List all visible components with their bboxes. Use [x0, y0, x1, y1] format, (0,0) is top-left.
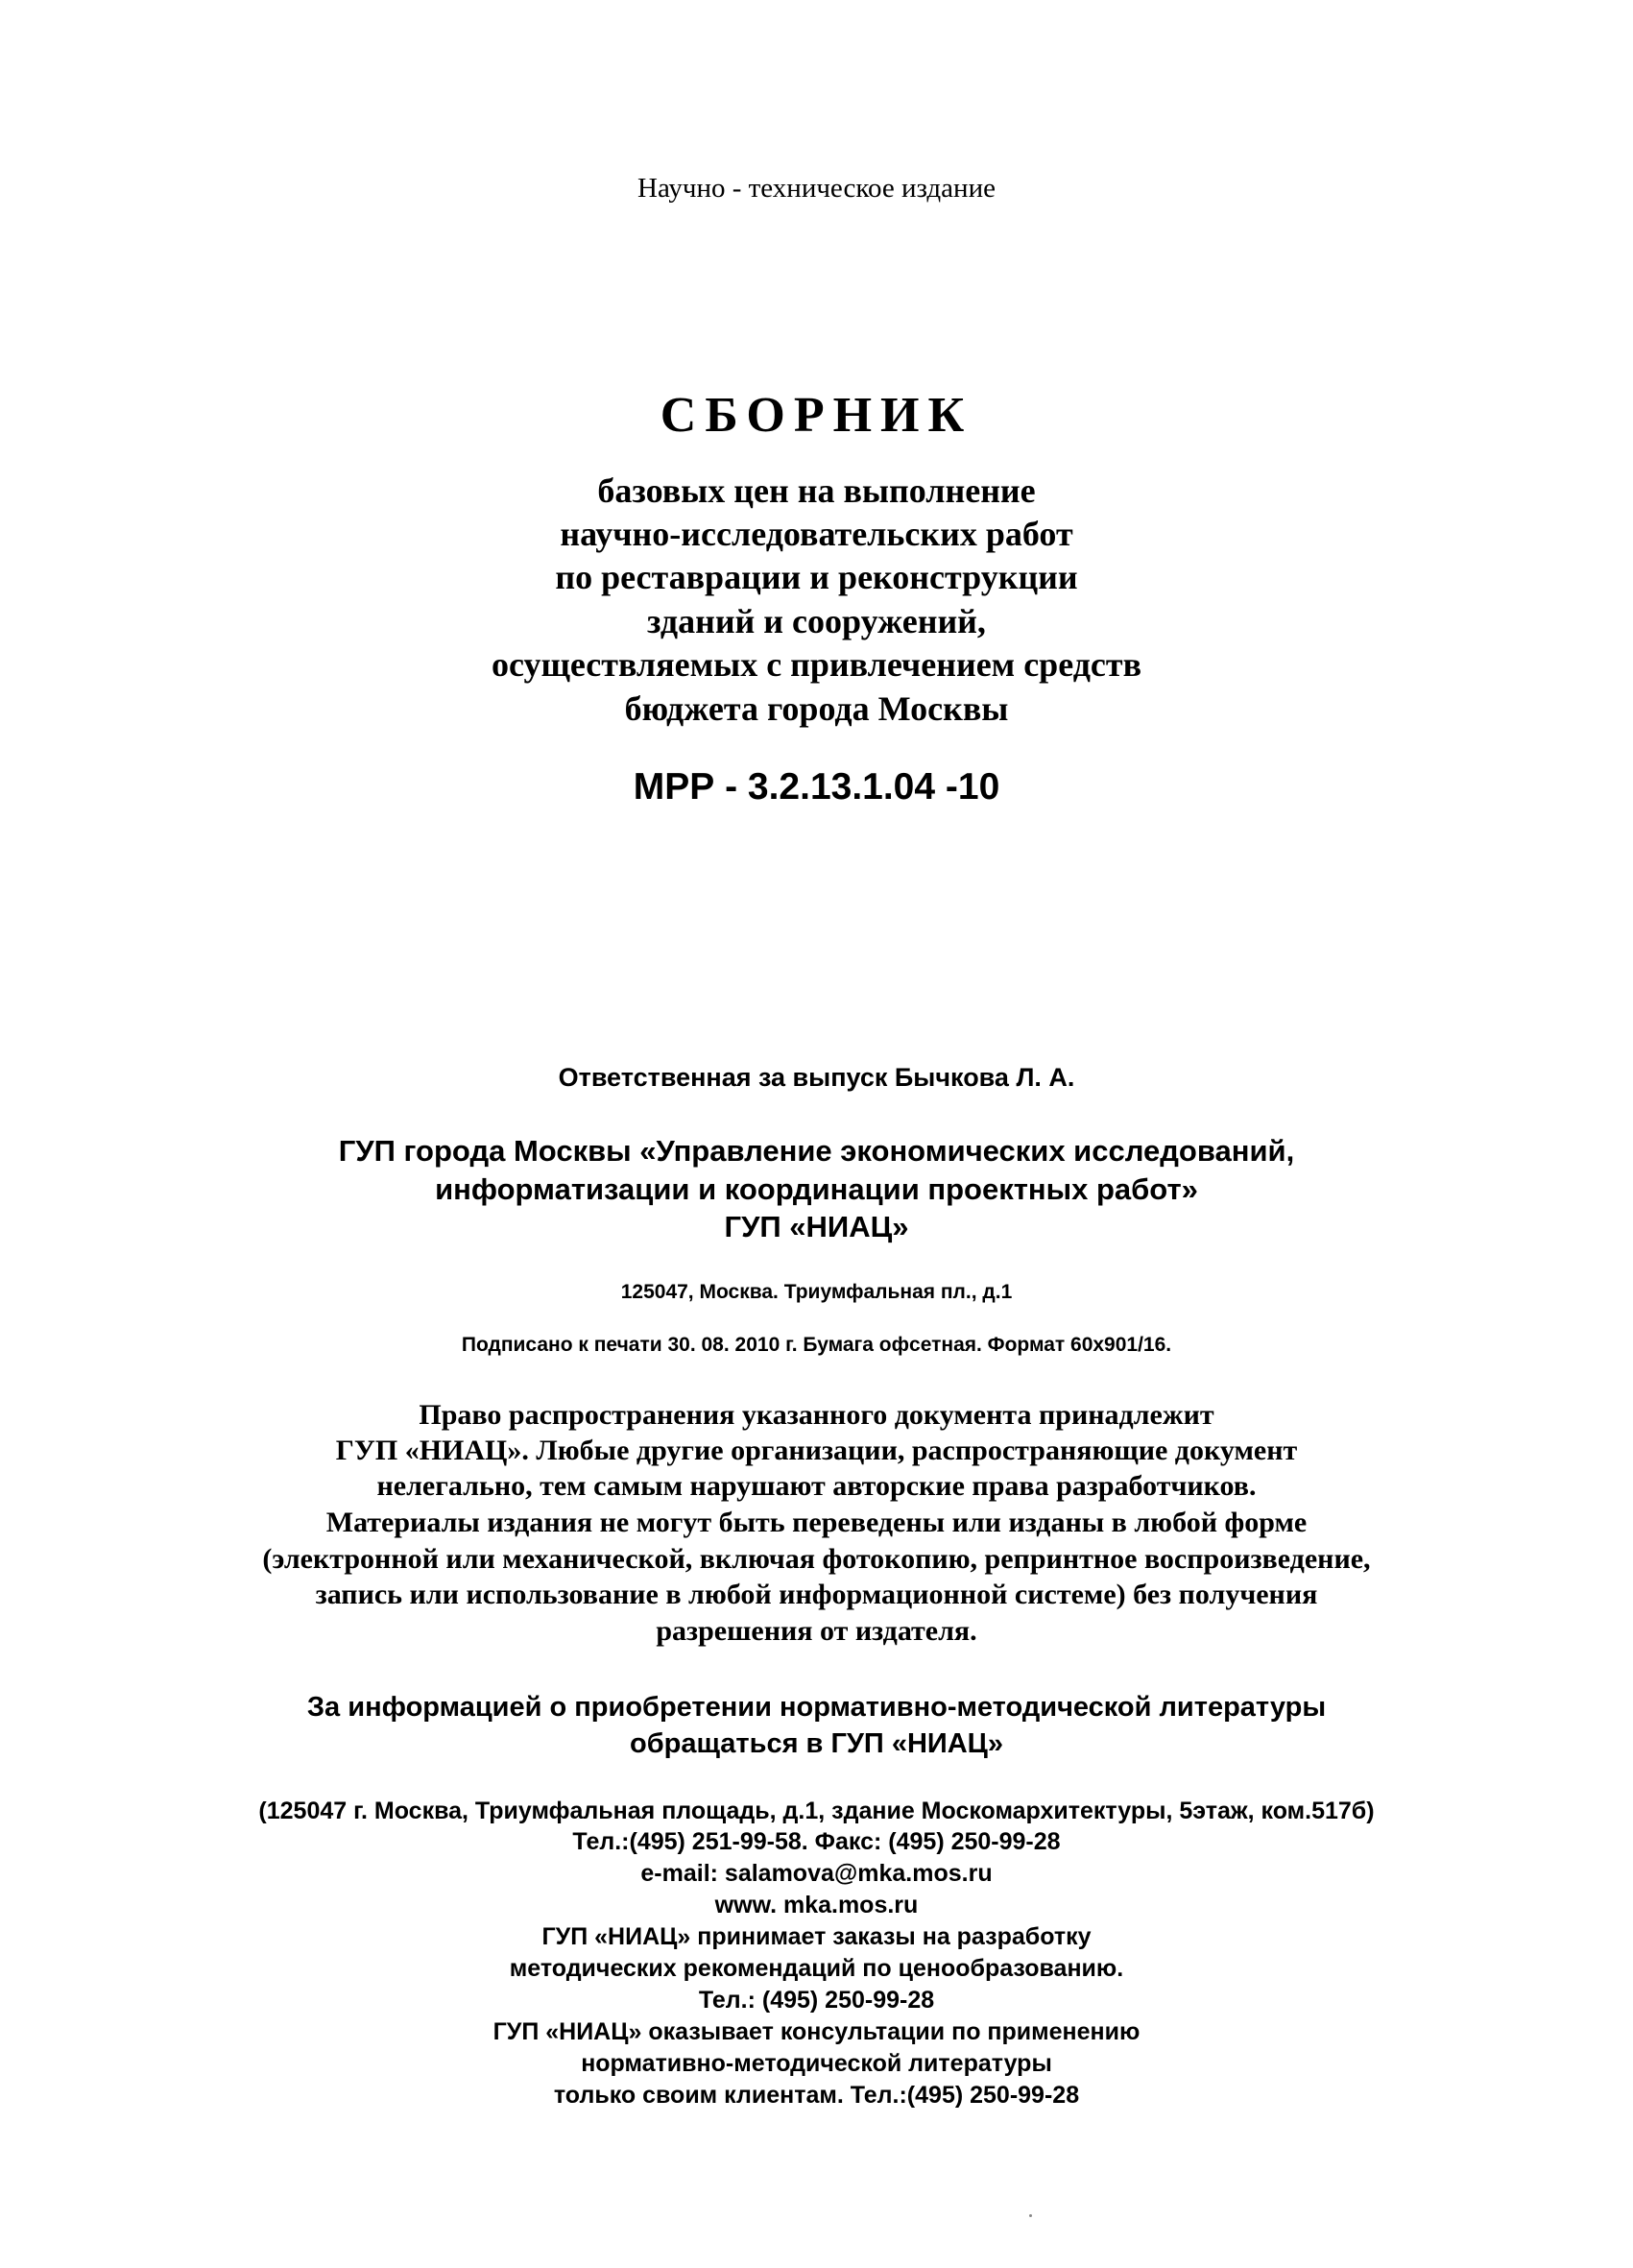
publication-type: Научно - техническое издание: [637, 173, 996, 204]
contact-phone-fax: Тел.:(495) 251-99-58. Факс: (495) 250-99-28: [572, 1828, 1061, 1855]
rights-line: запись или использование в любой информационной системе) без получения: [315, 1579, 1318, 1610]
contact-website: www. mka.mos.ru: [714, 1892, 919, 1918]
subtitle-line: бюджета города Москвы: [624, 689, 1009, 728]
subtitle-line: зданий и сооружений,: [647, 602, 986, 640]
organization-line: информатизации и координации проектных работ»: [435, 1172, 1198, 1206]
document-title: СБОРНИК: [660, 388, 973, 443]
scan-speck: [1029, 2214, 1032, 2217]
contact-phone: Тел.: (495) 250-99-28: [698, 1987, 935, 2014]
contact-line: ГУП «НИАЦ» принимает заказы на разработку: [541, 1923, 1092, 1950]
subtitle-line: по реставрации и реконструкции: [555, 558, 1078, 596]
rights-line: Право распространения указанного документа принадлежит: [419, 1399, 1214, 1431]
contact-line: методических рекомендаций по ценообразованию.: [509, 1955, 1124, 1982]
contact-line: нормативно-методической литературы: [581, 2050, 1052, 2077]
rights-line: Материалы издания не могут быть переведены или изданы в любой форме: [325, 1507, 1308, 1538]
responsible-person: Ответственная за выпуск Бычкова Л. А.: [558, 1063, 1075, 1092]
info-line: обращаться в ГУП «НИАЦ»: [630, 1728, 1003, 1759]
rights-line: нелегально, тем самым нарушают авторские права разработчиков.: [376, 1470, 1257, 1502]
organization-address: 125047, Москва. Триумфальная пл., д.1: [620, 1281, 1013, 1303]
subtitle-line: осуществляемых с привлечением средств: [491, 645, 1142, 684]
contact-line: ГУП «НИАЦ» оказывает консультации по применению: [492, 2018, 1141, 2045]
subtitle-line: базовых цен на выполнение: [597, 471, 1036, 510]
rights-line: ГУП «НИАЦ». Любые другие организации, распространяющие документ: [335, 1435, 1298, 1466]
contact-line: только своим клиентам. Тел.:(495) 250-99-28: [553, 2082, 1080, 2109]
contact-email: e-mail: salamova@mka.mos.ru: [640, 1860, 993, 1887]
organization-line: ГУП «НИАЦ»: [724, 1210, 909, 1243]
print-info: Подписано к печати 30. 08. 2010 г. Бумага офсетная. Формат 60х901/16.: [461, 1334, 1172, 1356]
rights-line: разрешения от издателя.: [656, 1615, 977, 1647]
subtitle-line: научно-исследовательских работ: [560, 515, 1073, 553]
contact-address: (125047 г. Москва, Триумфальная площадь, д.1, здание Москомархитектуры, 5этаж, ком.517б): [258, 1798, 1375, 1824]
organization-line: ГУП города Москвы «Управление экономических исследований,: [338, 1134, 1295, 1168]
info-line: За информацией о приобретении нормативно-методической литературы: [306, 1692, 1327, 1723]
rights-line: (электронной или механической, включая фотокопию, репринтное воспроизведение,: [262, 1543, 1371, 1575]
document-code: МРР - 3.2.13.1.04 -10: [633, 766, 1000, 808]
